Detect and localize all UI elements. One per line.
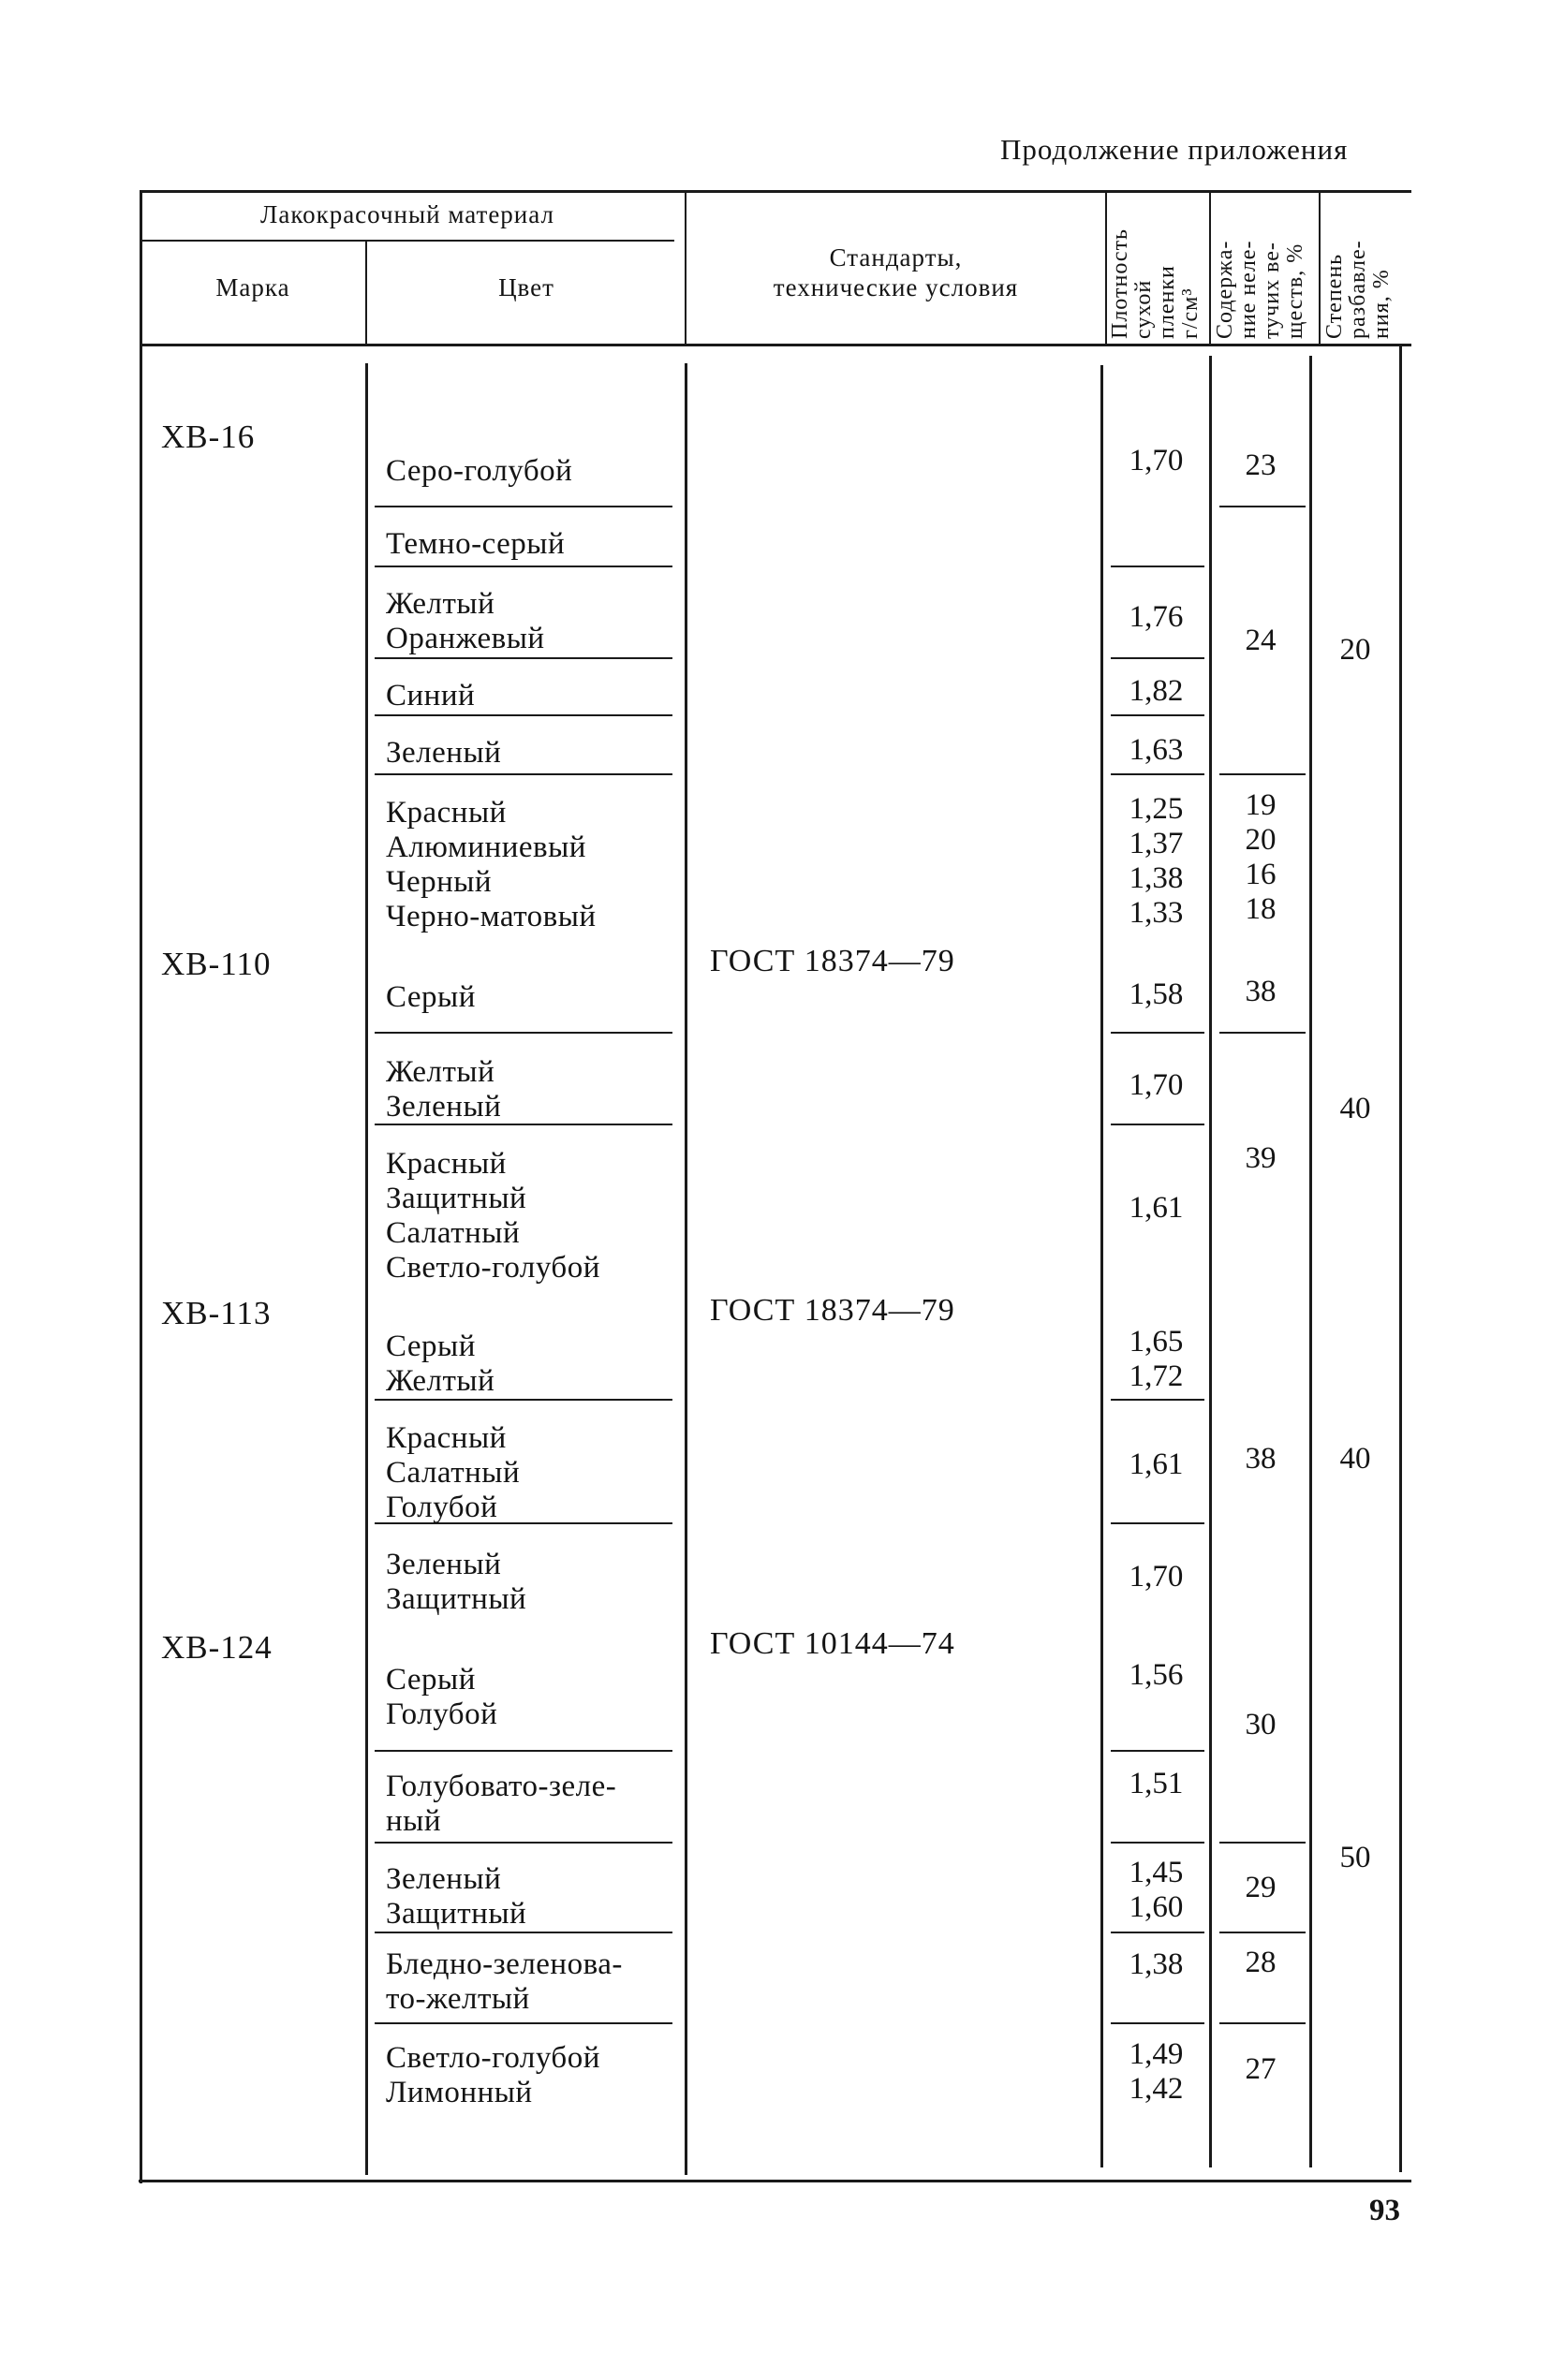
dilution-cell: 40 <box>1339 1092 1371 1125</box>
header-color: Цвет <box>498 273 554 301</box>
nonvolatile-cell: 29 <box>1245 1871 1277 1904</box>
nonvolatile-rule <box>1219 506 1306 507</box>
header-brand: Марка <box>215 273 290 301</box>
header-standards-line1: Стандарты, <box>829 243 963 272</box>
page-number: 93 <box>1369 2194 1400 2227</box>
nonvolatile-cell: 30 <box>1245 1708 1277 1741</box>
color-rule <box>375 566 672 567</box>
brand-label: ХВ-16 <box>161 419 256 455</box>
body-standards-col-rule <box>685 363 687 2175</box>
continuation-caption: Продолжение приложения <box>1000 133 1349 166</box>
color-rule <box>375 2022 672 2024</box>
dilution-cell: 20 <box>1339 633 1371 667</box>
header-nonvolatile-left-rule <box>1209 193 1211 344</box>
color-cell: Зеленый Защитный <box>386 1548 527 1616</box>
density-rule <box>1111 657 1204 659</box>
header-standards-line2: технические условия <box>773 273 1019 301</box>
density-cell: 1,76 <box>1129 600 1184 634</box>
density-rule <box>1111 1750 1204 1752</box>
density-cell: 1,70 <box>1129 444 1184 477</box>
color-cell: Темно-серый <box>386 527 566 561</box>
density-cell: 1,63 <box>1129 733 1184 767</box>
header-nonvolatile <box>1214 198 1307 339</box>
density-cell: 1,45 1,60 <box>1129 1856 1184 1924</box>
density-rule <box>1111 714 1204 716</box>
vertical-header-line: разбавле- <box>1346 240 1370 339</box>
density-cell: 1,58 <box>1129 977 1184 1011</box>
body-left-rule <box>140 344 142 2183</box>
header-dilution <box>1323 198 1394 339</box>
color-rule <box>375 1932 672 1933</box>
brand-label: ХВ-124 <box>161 1629 273 1666</box>
header-dilution-left-rule <box>1319 193 1321 344</box>
vertical-header-line: пленки <box>1155 265 1179 339</box>
color-rule <box>375 1842 672 1844</box>
color-cell: Голубовато-зеле- ный <box>386 1770 617 1838</box>
vertical-header-line: Содержа- <box>1213 240 1237 339</box>
density-cell: 1,49 1,42 <box>1129 2037 1184 2106</box>
color-cell: Серый <box>386 980 476 1014</box>
nonvolatile-cell: 27 <box>1245 2052 1277 2086</box>
color-rule <box>375 657 672 659</box>
standard-label: ГОСТ 18374—79 <box>710 944 955 978</box>
color-cell: Серый Голубой <box>386 1663 498 1731</box>
color-cell: Зеленый Защитный <box>386 1862 527 1931</box>
color-rule <box>375 773 672 775</box>
nonvolatile-rule <box>1219 773 1306 775</box>
color-cell: Красный Защитный Салатный Светло-голубой <box>386 1147 600 1285</box>
density-rule <box>1111 1842 1204 1844</box>
header-material-underline <box>140 240 674 242</box>
color-cell: Желтый Зеленый <box>386 1055 502 1124</box>
density-rule <box>1111 1932 1204 1933</box>
density-rule <box>1111 773 1204 775</box>
density-rule <box>1111 1124 1204 1125</box>
color-cell: Красный Алюминиевый Черный Черно-матовый <box>386 796 597 933</box>
color-cell: Серый Желтый <box>386 1330 495 1398</box>
nonvolatile-cell: 39 <box>1245 1141 1277 1175</box>
color-rule <box>375 506 672 507</box>
density-cell: 1,61 <box>1129 1191 1184 1225</box>
nonvolatile-cell: 23 <box>1245 448 1277 482</box>
color-cell: Желтый Оранжевый <box>386 587 545 655</box>
nonvolatile-rule <box>1219 1842 1306 1844</box>
vertical-header-line: сухой <box>1131 279 1156 339</box>
density-cell: 1,70 <box>1129 1068 1184 1102</box>
density-cell: 1,56 <box>1129 1658 1184 1692</box>
nonvolatile-cell: 28 <box>1245 1946 1277 1979</box>
body-right-rule <box>1399 346 1402 2172</box>
density-cell: 1,61 <box>1129 1447 1184 1481</box>
table-top-rule <box>140 190 1411 193</box>
density-rule <box>1111 2022 1204 2024</box>
brand-label: ХВ-110 <box>161 946 272 982</box>
dilution-cell: 40 <box>1339 1442 1371 1476</box>
color-cell: Красный Салатный Голубой <box>386 1421 521 1524</box>
vertical-header-line: г/см³ <box>1178 287 1203 339</box>
color-cell: Бледно-зеленова- то-желтый <box>386 1947 623 2016</box>
color-cell: Серо-голубой <box>386 454 573 488</box>
color-rule <box>375 1032 672 1034</box>
density-rule <box>1111 1399 1204 1401</box>
color-rule <box>375 1399 672 1401</box>
color-cell: Светло-голубой Лимонный <box>386 2041 600 2109</box>
color-rule <box>375 1750 672 1752</box>
density-cell: 1,82 <box>1129 674 1184 708</box>
body-color-col-rule <box>365 363 368 2175</box>
density-rule <box>1111 1522 1204 1524</box>
density-rule <box>1111 1032 1204 1034</box>
vertical-header-line: тучих ве- <box>1260 242 1284 339</box>
vertical-header-line: Степень <box>1322 253 1347 339</box>
brand-label: ХВ-113 <box>161 1295 272 1331</box>
density-cell: 1,25 1,37 1,38 1,33 <box>1129 792 1184 930</box>
density-cell: 1,70 <box>1129 1560 1184 1594</box>
dilution-cell: 50 <box>1339 1841 1371 1874</box>
nonvolatile-rule <box>1219 1032 1306 1034</box>
density-cell: 1,51 <box>1129 1767 1184 1800</box>
color-cell: Синий <box>386 679 476 713</box>
vertical-header-line: ние неле- <box>1236 240 1261 339</box>
vertical-header-line: ния, % <box>1369 269 1394 339</box>
table-bottom-rule <box>139 2180 1411 2182</box>
nonvolatile-cell: 24 <box>1245 624 1277 657</box>
header-material: Лакокрасочный материал <box>260 200 554 228</box>
density-rule <box>1111 566 1204 567</box>
header-density-left-rule <box>1105 193 1107 344</box>
body-dilution-col-rule <box>1309 356 1312 2167</box>
density-cell: 1,65 1,72 <box>1129 1325 1184 1393</box>
nonvolatile-rule <box>1219 2022 1306 2024</box>
color-cell: Зеленый <box>386 736 502 770</box>
density-cell: 1,38 <box>1129 1947 1184 1981</box>
header-density <box>1109 198 1203 339</box>
header-bottom-rule <box>142 344 1411 346</box>
nonvolatile-rule <box>1219 1932 1306 1933</box>
nonvolatile-cell: 38 <box>1245 975 1277 1008</box>
color-rule <box>375 714 672 716</box>
standard-label: ГОСТ 10144—74 <box>710 1626 955 1661</box>
vertical-header-line: Плотность <box>1108 228 1132 339</box>
nonvolatile-cell: 38 <box>1245 1442 1277 1476</box>
nonvolatile-cell: 19 20 16 18 <box>1245 788 1277 926</box>
standard-label: ГОСТ 18374—79 <box>710 1293 955 1328</box>
vertical-header-line: ществ, % <box>1283 242 1307 339</box>
